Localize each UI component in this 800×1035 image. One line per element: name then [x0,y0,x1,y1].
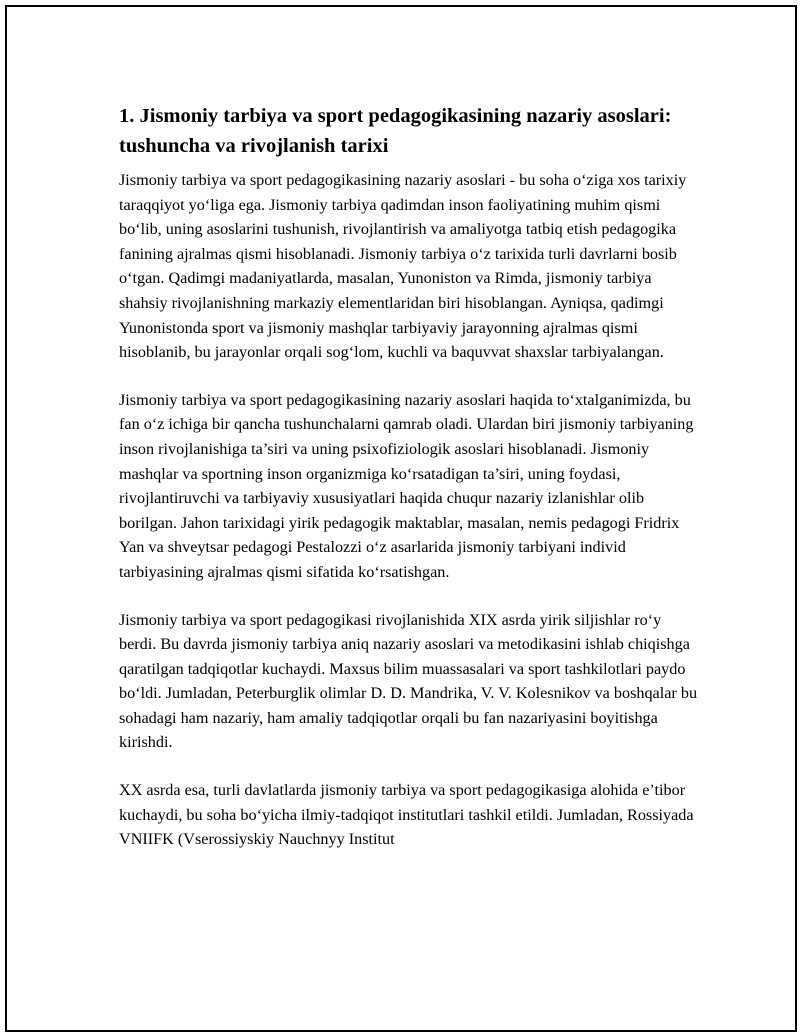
section-heading: 1. Jismoniy tarbiya va sport pedagogikasining nazariy asoslari: tushuncha va rivojlanish tarixi [119,105,672,157]
document-body [119,101,699,852]
paragraph-3: Jismoniy tarbiya va sport pedagogikasi rivojlanishida XIX asrda yirik siljishlar ro‘y berdi. Bu davrda jismoniy tarbiya aniq nazariy asoslari va metodikasini ishlab chiqishga qaratilgan tadqiqotlar kuchaydi. Maxsus bilim muassasalari va sport tashkilotlari paydo bo‘ldi. Jumladan, Peterburglik olimlar D. D. Mandrika, V. V. Kolesnikov va boshqalar bu sohadagi ham nazariy, ham amaliy tadqiqotlar orqali bu fan nazariyasini boyitishga kirishdi. [119,610,698,752]
paragraph-4: XX asrda esa, turli davlatlarda jismoniy tarbiya va sport pedagogikasiga alohida e’tibor kuchaydi, bu soha bo‘yicha ilmiy-tadqiqot institutlari tashkil etildi. Jumladan, Rossiyada VNIIFK (Vserossiyskiy Nauchnyy Institut [119,781,694,849]
paragraph-2: Jismoniy tarbiya va sport pedagogikasining nazariy asoslari haqida to‘xtalganimizda, bu fan o‘z ichiga bir qancha tushunchalarni qamrab oladi. Ulardan biri jismoniy tarbiyaning inson rivojlanishiga ta’siri va uning psixofiziologik asoslari hisoblanadi. Jismoniy mashqlar va sportning inson organizmiga ko‘rsatadigan ta’siri, uning foydasi, rivojlantiruvchi va tarbiyaviy xususiyatlari haqida chuqur nazariy izlanishlar olib borilgan. Jahon tarixidagi yirik pedagogik maktablar, masalan, nemis pedagogi Fridrix Yan va shveytsar pedagogi Pestalozzi o‘z asarlarida jismoniy tarbiyani individ tarbiyasining ajralmas qismi sifatida ko‘rsatishgan. [119,390,694,581]
page-frame [5,5,797,1032]
paragraph-1: Jismoniy tarbiya va sport pedagogikasining nazariy asoslari - bu soha o‘ziga xos tarixiy taraqqiyot yo‘liga ega. Jismoniy tarbiya qadimdan inson faoliyatining muhim qismi bo‘lib, uning asoslarini tushunish, rivojlantirish va amaliyotga tatbiq etish pedagogika fanining ajralmas qismi hisoblanadi. Jismoniy tarbiya o‘z tarixida turli davrlarni bosib o‘tgan. Qadimgi madaniyatlarda, masalan, Yunoniston va Rimda, jismoniy tarbiya shahsiy rivojlanishning markaziy elementlaridan biri hisoblangan. Ayniqsa, qadimgi Yunonistonda sport va jismoniy mashqlar tarbiyaviy jarayonning ajralmas qismi hisoblanib, bu jarayonlar orqali sog‘lom, kuchli va baquvvat shaxslar tarbiyalangan. [119,171,687,362]
